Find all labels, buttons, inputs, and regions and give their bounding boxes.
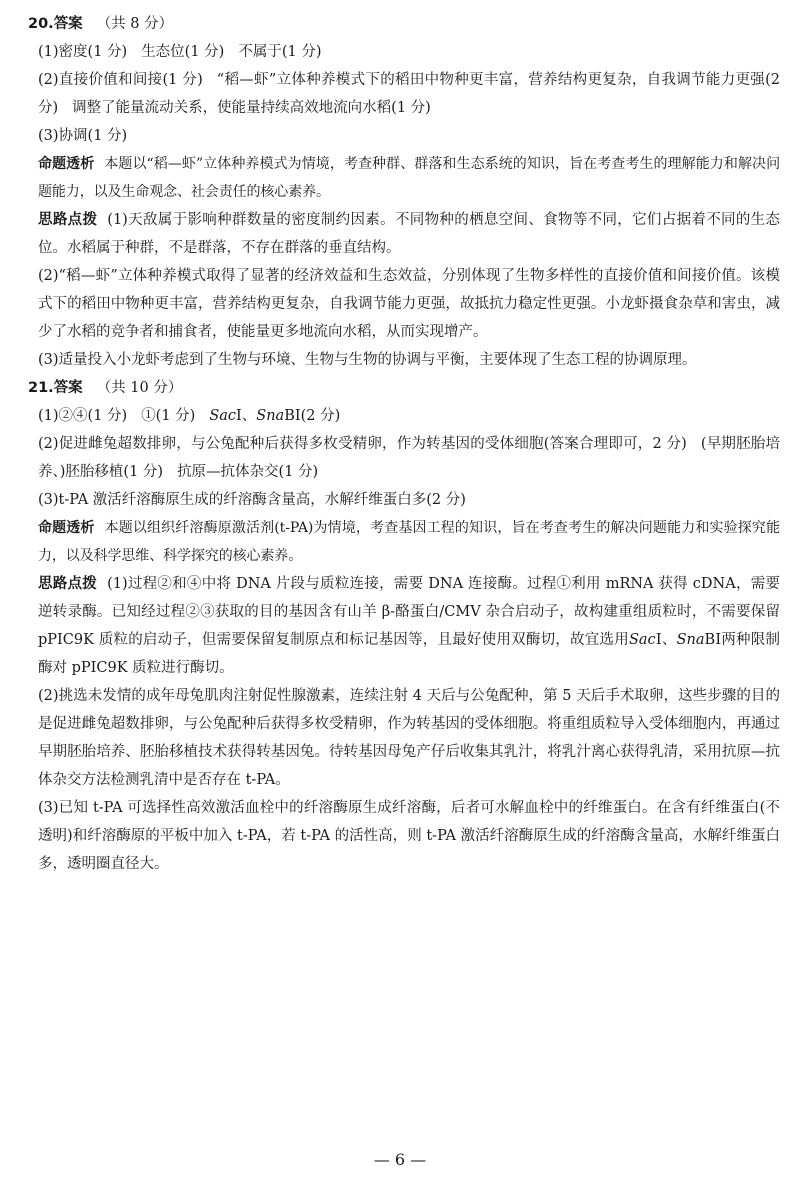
- page-number: — 6 —: [373, 1150, 427, 1169]
- q20-analysis: [38, 150, 780, 206]
- q21-part2-c: 抗原—抗体杂交(1 分): [177, 464, 319, 480]
- q21-part1: [38, 402, 780, 430]
- q20-part2-c: 调整了能量流动关系，使能量持续高效地流向水稻(1 分): [72, 100, 431, 116]
- q20-part1: [38, 38, 780, 66]
- answer-page: [28, 10, 780, 878]
- q21-hint3: (3)已知 t-PA 可选择性高效激活血栓中的纤溶酶原生成纤溶酶，后者可水解血栓中的纤维蛋白。在含有纤维蛋白(不透明)和纤溶酶原的平板中加入 t-PA，若 t-PA 的活性高，则 t-PA 激活纤溶酶原生成的纤溶酶含量高，水解纤维蛋白多，透明圈直径大。: [38, 800, 780, 872]
- q20-hint-label: 思路点拨: [38, 212, 98, 228]
- q21-hint1-sna: Sna: [676, 632, 705, 648]
- q21-analysis: [38, 514, 780, 570]
- q20-part2-a: (2)直接价值和间接(1 分): [38, 72, 203, 88]
- q21-part2-a: (2)促进雌兔超数排卵，与公兔配种后获得多枚受精卵，作为转基因的受体细胞(答案合理即可，2 分): [38, 436, 687, 452]
- q21-hint2: (2)挑选未发情的成年母兔肌肉注射促性腺激素，连续注射 4 天后与公兔配种，第 5 天后手术取卵，这些步骤的目的是促进雌兔超数排卵，与公兔配种后获得多枚受精卵，作为转基因的受体细胞。将重组质粒导入受体细胞内，再通过早期胚胎培养、胚胎移植技术获得转基因兔。待转基因母兔产仔后收集其乳汁，将乳汁离心获得乳清，采用抗原—抗体杂交方法检测乳清中是否存在 t-PA。: [38, 688, 780, 788]
- q21-analysis-label: 命题透析: [38, 520, 95, 536]
- q21-number: 21.: [28, 380, 54, 396]
- q21-part1-b: ①(1 分): [141, 408, 196, 424]
- q21-part1-sac: Sac: [209, 408, 237, 424]
- q21-hint1-sac: Sac: [628, 632, 656, 648]
- q21-heading: [28, 374, 780, 402]
- q20-part1-c: 不属于(1 分): [238, 44, 322, 60]
- q20-part1-a: (1)密度(1 分): [38, 44, 128, 60]
- q20-answer-label: 答案: [53, 16, 83, 32]
- q21-hint-label: 思路点拨: [38, 576, 98, 592]
- q20-analysis-label: 命题透析: [38, 156, 95, 172]
- q20-heading: [28, 10, 780, 38]
- q21-hint1-text-c: BⅠ两种限制酶对 pPIC9K 质粒进行酶切。: [38, 632, 781, 676]
- q21-hint1: [38, 570, 780, 682]
- q20-part2: [38, 66, 780, 122]
- q21-part1-a: (1)②④(1 分): [38, 408, 128, 424]
- q21-part2-b: (早期胚胎培养、)胚胎移植(1 分): [38, 436, 780, 480]
- q21-part1-sna-roman: BⅠ(2 分): [284, 408, 341, 424]
- q20-hint1: [38, 206, 780, 262]
- q21-analysis-text: 本题以组织纤溶酶原激活剂(t-PA)为情境，考查基因工程的知识，旨在考查考生的解决问题能力和实验探究能力，以及科学思维、科学探究的核心素养。: [38, 520, 780, 564]
- q20-total: （共 8 分）: [96, 16, 174, 32]
- q21-part3: (3)t-PA 激活纤溶酶原生成的纤溶酶含量高，水解纤维蛋白多(2 分): [38, 492, 466, 508]
- q21-part1-sac-roman: Ⅰ、: [236, 408, 257, 424]
- q21-part2: [38, 430, 780, 486]
- q20-hint2: (2)“稻—虾”立体种养模式取得了显著的经济效益和生态效益，分别体现了生物多样性的直接价值和间接价值。该模式下的稻田中物种更丰富，营养结构更复杂，自我调节能力更强，故抵抗力稳定性更强。小龙虾摄食杂草和害虫，减少了水稻的竞争者和捕食者，使能量更多地流向水稻，从而实现增产。: [38, 268, 780, 340]
- q21-answer-label: 答案: [53, 380, 83, 396]
- q21-part1-sna: Sna: [256, 408, 285, 424]
- q20-number: 20.: [28, 16, 54, 32]
- q20-part3: (3)协调(1 分): [38, 128, 128, 144]
- q20-part2-b: “稻—虾”立体种养模式下的稻田中物种更丰富，营养结构更复杂，自我调节能力更强(2 分): [38, 72, 780, 116]
- q21-hint1-text-b: Ⅰ、: [655, 632, 677, 648]
- q21-total: （共 10 分）: [96, 380, 183, 396]
- q21-hint1-text-a: (1)过程②和④中将 DNA 片段与质粒连接，需要 DNA 连接酶。过程①利用 mRNA 获得 cDNA，需要逆转录酶。已知经过程②③获取的目的基因含有山羊 β-酪蛋白/CMV 杂合启动子，故构建重组质粒时，不需要保留 pPIC9K 质粒的启动子，但需要保留复制原点和标记基因等，且最好使用双酶切，故宜选用: [38, 576, 780, 648]
- q20-hint1-text: (1)天敌属于影响种群数量的密度制约因素。不同物种的栖息空间、食物等不同，它们占据着不同的生态位。水稻属于种群，不是群落，不存在群落的垂直结构。: [38, 212, 780, 256]
- q20-analysis-text: 本题以“稻—虾”立体种养模式为情境，考查种群、群落和生态系统的知识，旨在考查考生的理解能力和解决问题能力，以及生命观念、社会责任的核心素养。: [38, 156, 780, 200]
- q20-part1-b: 生态位(1 分): [141, 44, 225, 60]
- q20-hint3: (3)适量投入小龙虾考虑到了生物与环境、生物与生物的协调与平衡，主要体现了生态工程的协调原理。: [38, 352, 697, 368]
